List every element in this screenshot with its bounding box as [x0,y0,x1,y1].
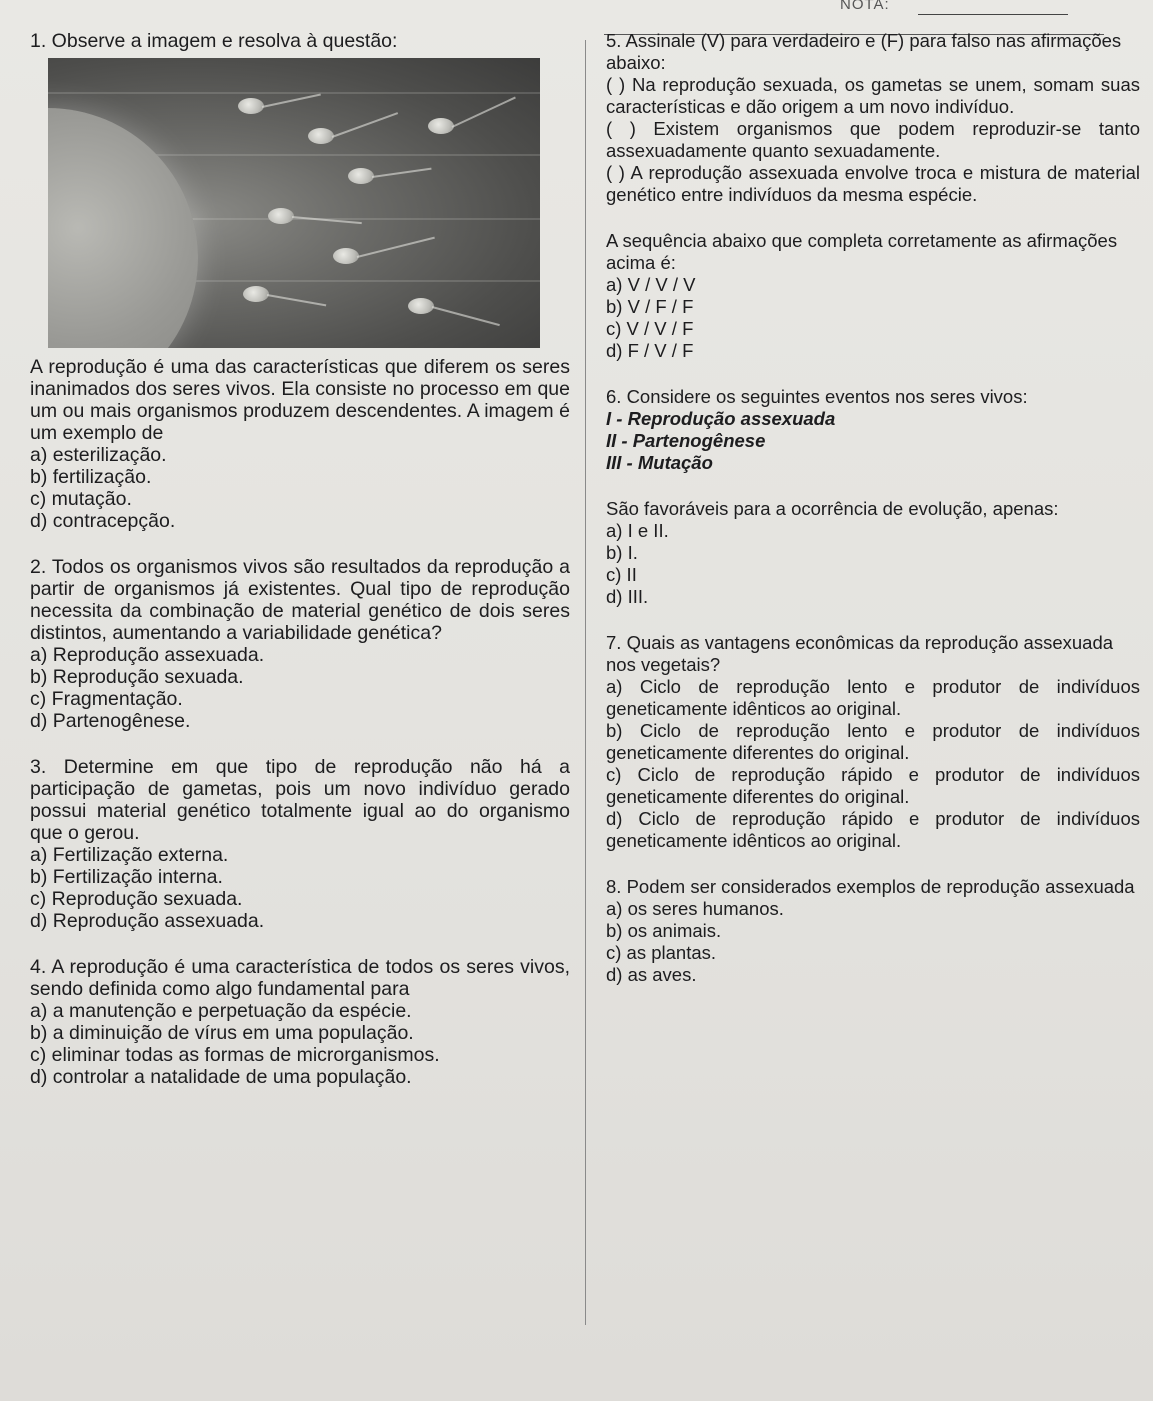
q3-option-d: d) Reprodução assexuada. [30,910,265,932]
q4-option-a: a) a manutenção e perpetuação da espécie. [30,1000,412,1022]
egg-cell [48,108,198,348]
question-8 [606,876,1140,986]
q1-option-d: d) contracepção. [30,510,176,532]
q1-option-a: a) esterilização. [30,444,167,466]
q8-option-b: b) os animais. [606,920,722,941]
q7-option-d: d) Ciclo de reprodução rápido e produtor de indivíduos geneticamente idênticos ao original. [606,808,1140,851]
q5-option-b: b) V / F / F [606,296,694,317]
q5-option-c: c) V / V / F [606,318,694,339]
right-column [606,30,1140,986]
q4-text: 4. A reprodução é uma característica de todos os seres vivos, sendo definida como algo fundamental para [30,956,570,1000]
question-6 [606,386,1140,608]
q5-statement-3: ( ) A reprodução assexuada envolve troca e mistura de material genético entre indivíduos da mesma espécie. [606,162,1140,205]
q1-option-b: b) fertilização. [30,466,152,488]
q3-option-a: a) Fertilização externa. [30,844,229,866]
nota-line [918,14,1068,15]
q3-option-c: c) Reprodução sexuada. [30,888,243,910]
q6-prompt: São favoráveis para a ocorrência de evolução, apenas: [606,498,1059,519]
q7-option-a: a) Ciclo de reprodução lento e produtor de indivíduos geneticamente idênticos ao original. [606,676,1140,719]
q2-option-a: a) Reprodução assexuada. [30,644,265,666]
q2-text: 2. Todos os organismos vivos são resultados da reprodução a partir de organismos já existentes. Qual tipo de reprodução necessita da combinação de material genético de dois seres distintos, aumentando a variabilidade genética? [30,556,570,644]
q2-option-d: d) Partenogênese. [30,710,191,732]
column-divider [585,40,586,1325]
q1-text: A reprodução é uma das características que diferem os seres inanimados dos seres vivos. Ela consiste no processo em que um ou mais organismos produzem descendentes. A imagem é um exemplo de [30,356,570,444]
q7-title: 7. Quais as vantagens econômicas da reprodução assexuada nos vegetais? [606,632,1114,675]
q3-text: 3. Determine em que tipo de reprodução não há a participação de gametas, pois um novo indivíduo gerado possui material genético totalmente igual ao do organismo que o gerou. [30,756,570,844]
q2-option-c: c) Fragmentação. [30,688,183,710]
q5-statement-2: ( ) Existem organismos que podem reproduzir-se tanto assexuadamente quanto sexuadamente. [606,118,1140,161]
q8-title: 8. Podem ser considerados exemplos de reprodução assexuada [606,876,1135,897]
q6-title: 6. Considere os seguintes eventos nos seres vivos: [606,386,1028,407]
q7-option-c: c) Ciclo de reprodução rápido e produtor de indivíduos geneticamente diferentes do original. [606,764,1140,807]
q5-title: 5. Assinale (V) para verdadeiro e (F) para falso nas afirmações abaixo: [606,30,1122,73]
q1-title: 1. Observe a imagem e resolva à questão: [30,30,398,52]
question-3 [30,756,570,932]
nota-label: NOTA: [840,0,890,13]
question-1 [30,30,570,532]
q8-option-a: a) os seres humanos. [606,898,784,919]
q6-event-3: III - Mutação [606,452,713,473]
q1-option-c: c) mutação. [30,488,132,510]
q2-option-b: b) Reprodução sexuada. [30,666,244,688]
q6-option-c: c) II [606,564,637,585]
question-5 [606,30,1140,362]
q7-option-b: b) Ciclo de reprodução lento e produtor de indivíduos geneticamente diferentes do original. [606,720,1140,763]
q6-event-1: I - Reprodução assexuada [606,408,836,429]
question-2 [30,556,570,732]
q8-option-c: c) as plantas. [606,942,717,963]
q6-option-b: b) I. [606,542,638,563]
q5-option-d: d) F / V / F [606,340,694,361]
q3-option-b: b) Fertilização interna. [30,866,223,888]
q8-option-d: d) as aves. [606,964,697,985]
question-7 [606,632,1140,852]
q6-event-2: II - Partenogênese [606,430,766,451]
q4-option-d: d) controlar a natalidade de uma população. [30,1066,412,1088]
q5-prompt: A sequência abaixo que completa corretamente as afirmações acima é: [606,230,1118,273]
q4-option-c: c) eliminar todas as formas de microrganismos. [30,1044,440,1066]
q4-option-b: b) a diminuição de vírus em uma população. [30,1022,414,1044]
q5-option-a: a) V / V / V [606,274,696,295]
left-column [30,30,570,1088]
q5-statement-1: ( ) Na reprodução sexuada, os gametas se unem, somam suas características e dão origem a um novo indivíduo. [606,74,1140,117]
q6-option-a: a) I e II. [606,520,669,541]
question-4 [30,956,570,1088]
q6-option-d: d) III. [606,586,649,607]
sperm-egg-photo [48,58,540,348]
